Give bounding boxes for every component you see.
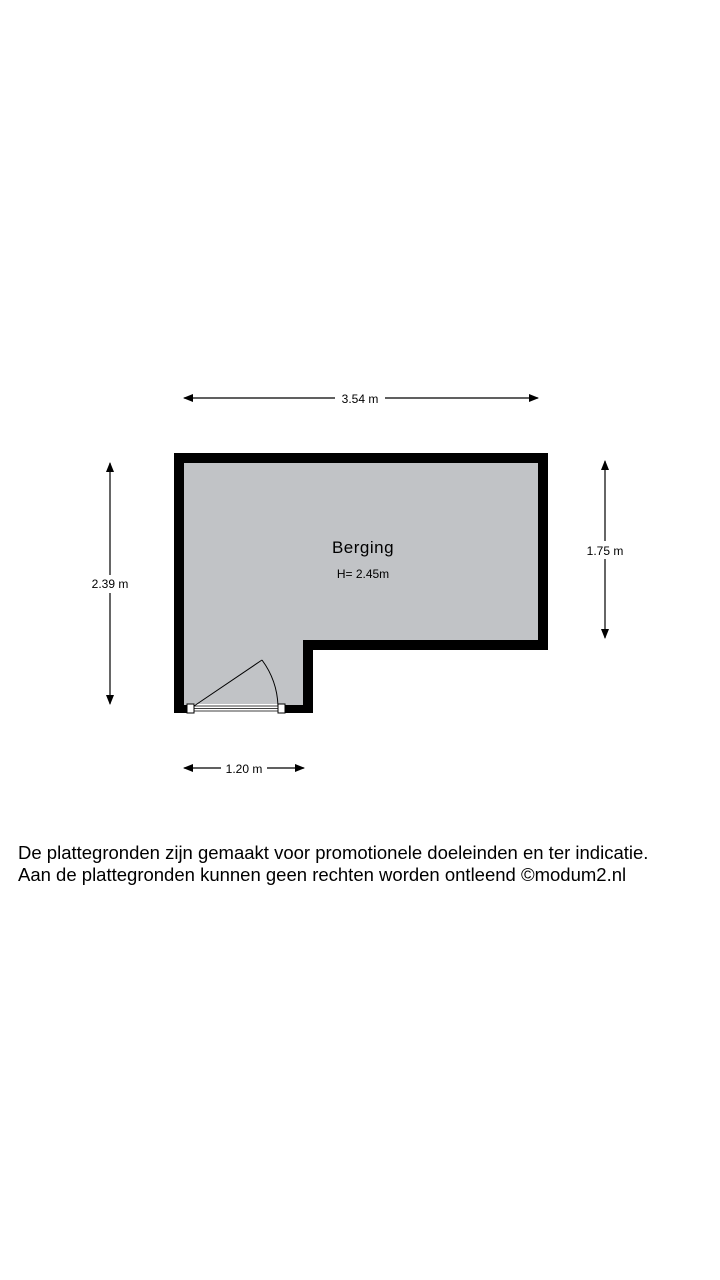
dimension-right-label: 1.75 m: [586, 544, 624, 558]
disclaimer: [18, 842, 718, 886]
room-floor: [184, 463, 538, 705]
dimension-bottom-label: 1.20 m: [225, 762, 263, 776]
disclaimer-line-1: De plattegronden zijn gemaakt voor promotionele doeleinden en ter indicatie.: [18, 842, 649, 863]
dimension-left: [86, 463, 134, 704]
dimension-top-label: 3.54 m: [341, 392, 379, 406]
dimension-right: [581, 461, 629, 638]
disclaimer-line-2: Aan de plattegronden kunnen geen rechten worden ontleend ©modum2.nl: [18, 864, 627, 885]
room-name: Berging: [331, 538, 395, 557]
dimension-bottom: [184, 759, 304, 777]
room-height: H= 2.45m: [336, 567, 390, 581]
dimension-top: [184, 389, 538, 407]
dimension-left-label: 2.39 m: [91, 577, 129, 591]
